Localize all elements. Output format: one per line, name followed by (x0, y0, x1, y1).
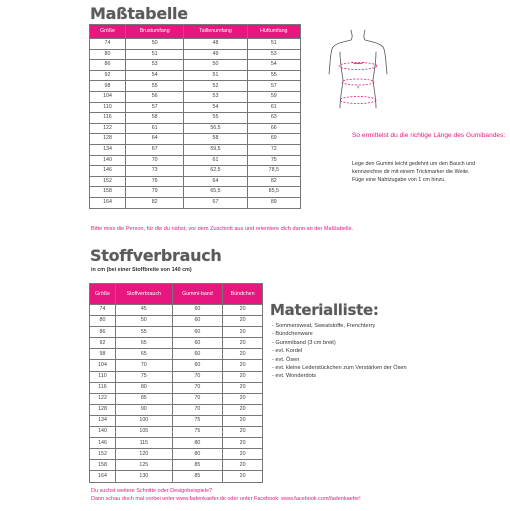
fabric-table-cell: 45 (116, 305, 173, 316)
materials-item: - Bündchenware (272, 330, 407, 338)
fabric-table-cell: 60 (172, 305, 223, 316)
fabric-table-cell: 128 (90, 404, 116, 415)
size-table-cell: 50 (126, 39, 184, 50)
size-table-row (90, 81, 301, 92)
size-table-cell: 61 (126, 123, 184, 134)
fabric-table-header (90, 284, 263, 305)
size-table-cell: 53 (184, 91, 247, 102)
size-table-cell: 76 (126, 176, 184, 187)
fabric-table-cell: 74 (90, 305, 116, 316)
fabric-table-cell: 20 (223, 305, 263, 316)
fabric-table-cell: 116 (90, 382, 116, 393)
fabric-table-row (90, 404, 263, 415)
materials-item: - evt. Ösen (272, 356, 407, 364)
size-table-cell: 55 (247, 70, 300, 81)
fabric-table-cell: 60 (172, 327, 223, 338)
materials-list (272, 322, 407, 381)
fabric-table-cell: 105 (116, 427, 173, 438)
size-table-cell: 61 (247, 102, 300, 113)
size-table-row (90, 134, 301, 145)
fabric-table-cell: 70 (116, 360, 173, 371)
size-table-header (90, 25, 301, 39)
size-table-cell: 80 (90, 49, 126, 60)
fabric-table-cell: 134 (90, 415, 116, 426)
fabric-table-cell: 20 (223, 360, 263, 371)
fabric-table-header-cell: Stoffverbrauch (116, 284, 173, 305)
fabric-table-cell: 20 (223, 327, 263, 338)
fabric-table-row (90, 360, 263, 371)
size-table-row (90, 60, 301, 71)
fabric-table-cell: 158 (90, 460, 116, 471)
fabric-table-cell: 20 (223, 460, 263, 471)
fabric-table-cell: 60 (172, 349, 223, 360)
size-table-cell: 66 (247, 123, 300, 134)
size-table-cell: 57 (126, 102, 184, 113)
fabric-table-cell: 80 (172, 438, 223, 449)
size-table-row (90, 187, 301, 198)
fabric-table-cell: 152 (90, 449, 116, 460)
fabric-table-row (90, 327, 263, 338)
size-table-cell: 164 (90, 197, 126, 208)
size-table-cell: 55 (184, 113, 247, 124)
size-table-cell: 57 (247, 81, 300, 92)
size-table-cell: 61 (184, 155, 247, 166)
fabric-table-row (90, 316, 263, 327)
fabric-table-cell: 20 (223, 382, 263, 393)
fabric-table-cell: 140 (90, 427, 116, 438)
size-table-row (90, 123, 301, 134)
size-table-cell: 53 (126, 60, 184, 71)
size-table-header-cell: Größe (90, 25, 126, 39)
fabric-table-header-cell: Bündchen (223, 284, 263, 305)
size-table-cell: 48 (184, 39, 247, 50)
fabric-table-cell: 85 (172, 471, 223, 482)
size-table-cell: 63 (247, 113, 300, 124)
fabric-table-title: Stoffverbrauch (90, 246, 222, 265)
fabric-table-cell: 75 (172, 427, 223, 438)
materials-item: - evt. Kordel (272, 347, 407, 355)
size-table-cell: 51 (184, 70, 247, 81)
fabric-table-row (90, 371, 263, 382)
fabric-table-cell: 20 (223, 393, 263, 404)
size-table-cell: 146 (90, 166, 126, 177)
size-table-cell: 64 (126, 134, 184, 145)
size-table-row (90, 144, 301, 155)
materials-item: - Gummiband (3 cm breit) (272, 339, 407, 347)
size-table-cell: 50 (184, 60, 247, 71)
size-table-cell: 49 (184, 49, 247, 60)
size-table-cell: 104 (90, 91, 126, 102)
size-table-cell: 62,5 (184, 166, 247, 177)
fabric-table-cell: 55 (116, 327, 173, 338)
howto-text: Lege den Gummi leicht gedehnt um den Bauch und kennzeichne dir mit einem Trickmarker die Weite. Füge eine Nahtzugabe von 1 cm hinzu. (352, 161, 476, 183)
size-table-cell: 79 (126, 187, 184, 198)
size-table-cell: 52 (184, 81, 247, 92)
size-table-cell: 72 (247, 144, 300, 155)
fabric-table-cell: 20 (223, 338, 263, 349)
fabric-table (89, 283, 263, 483)
fabric-table-cell: 125 (116, 460, 173, 471)
fabric-table-cell: 70 (172, 382, 223, 393)
fabric-table-cell: 20 (223, 404, 263, 415)
fabric-table-cell: 92 (90, 338, 116, 349)
fabric-table-cell: 110 (90, 371, 116, 382)
fabric-table-cell: 50 (116, 316, 173, 327)
fabric-table-header-cell: Gummi-band (172, 284, 223, 305)
fabric-table-cell: 85 (116, 393, 173, 404)
fabric-table-cell: 104 (90, 360, 116, 371)
size-table-header-cell: Hüftumfang (247, 25, 300, 39)
size-table-cell: 85,5 (247, 187, 300, 198)
size-table (89, 24, 301, 209)
size-table-cell: 67 (126, 144, 184, 155)
size-table-cell: 58 (184, 134, 247, 145)
fabric-table-cell: 80 (90, 316, 116, 327)
fabric-table-cell: 90 (116, 404, 173, 415)
size-table-cell: 55 (126, 81, 184, 92)
size-table-cell: 56 (126, 91, 184, 102)
fabric-table-cell: 20 (223, 316, 263, 327)
size-table-cell: 128 (90, 134, 126, 145)
size-table-cell: 56,5 (184, 123, 247, 134)
fabric-table-cell: 115 (116, 438, 173, 449)
size-table-cell: 59,5 (184, 144, 247, 155)
size-table-body (90, 39, 301, 209)
size-table-cell: 54 (126, 70, 184, 81)
fabric-table-cell: 20 (223, 349, 263, 360)
size-table-cell: 98 (90, 81, 126, 92)
fabric-table-cell: 20 (223, 449, 263, 460)
size-table-cell: 82 (247, 176, 300, 187)
size-table-cell: 69 (247, 134, 300, 145)
fabric-table-row (90, 393, 263, 404)
fabric-table-cell: 70 (172, 393, 223, 404)
size-table-row (90, 91, 301, 102)
size-table-cell: 158 (90, 187, 126, 198)
size-table-cell: 70 (126, 155, 184, 166)
body-measurement-figure (318, 22, 398, 132)
footer-line-2: Dann schau doch mal vorbei unter www.fadenkaefer.de oder unter Facebook: www.facebook.com/fadenkaefer! (91, 496, 361, 502)
fabric-table-cell: 20 (223, 471, 263, 482)
materials-item: - Sommersweat, Sweatstoffe, Frenchterry (272, 322, 407, 330)
size-table-cell: 59 (247, 91, 300, 102)
fabric-table-cell: 122 (90, 393, 116, 404)
fabric-table-cell: 20 (223, 371, 263, 382)
fabric-table-cell: 65 (116, 338, 173, 349)
materials-item: - evt. Wonderdots (272, 372, 407, 380)
fabric-table-cell: 20 (223, 415, 263, 426)
fabric-table-cell: 75 (172, 415, 223, 426)
fabric-table-cell: 98 (90, 349, 116, 360)
fabric-table-row (90, 382, 263, 393)
fabric-table-row (90, 471, 263, 482)
size-table-cell: 54 (247, 60, 300, 71)
size-table-cell: 110 (90, 102, 126, 113)
fabric-table-cell: 60 (172, 338, 223, 349)
fabric-table-row (90, 438, 263, 449)
size-table-row (90, 102, 301, 113)
size-table-header-cell: Brustumfang (126, 25, 184, 39)
fabric-table-header-cell: Größe (90, 284, 116, 305)
size-table-cell: 67 (184, 197, 247, 208)
fabric-table-cell: 85 (172, 460, 223, 471)
fabric-table-cell: 70 (172, 404, 223, 415)
size-table-cell: 51 (126, 49, 184, 60)
fabric-table-cell: 60 (172, 316, 223, 327)
fabric-table-cell: 100 (116, 415, 173, 426)
fabric-table-row (90, 305, 263, 316)
size-table-cell: 65,5 (184, 187, 247, 198)
fabric-table-row (90, 338, 263, 349)
size-table-row (90, 113, 301, 124)
size-table-row (90, 155, 301, 166)
howto-title: So ermittelst du die richtige Länge des Gumibandes: (352, 132, 506, 139)
size-table-cell: 122 (90, 123, 126, 134)
size-table-cell: 152 (90, 176, 126, 187)
size-table-cell: 51 (247, 39, 300, 50)
fabric-table-cell: 80 (116, 382, 173, 393)
size-table-row (90, 166, 301, 177)
fabric-table-row (90, 415, 263, 426)
fabric-table-row (90, 349, 263, 360)
size-table-cell: 74 (90, 39, 126, 50)
size-table-cell: 92 (90, 70, 126, 81)
fabric-table-cell: 70 (172, 371, 223, 382)
fabric-table-cell: 20 (223, 427, 263, 438)
size-table-cell: 53 (247, 49, 300, 60)
fabric-table-cell: 20 (223, 438, 263, 449)
fabric-table-row (90, 449, 263, 460)
size-table-cell: 75 (247, 155, 300, 166)
fabric-table-cell: 130 (116, 471, 173, 482)
size-table-cell: 54 (184, 102, 247, 113)
size-table-cell: 58 (126, 113, 184, 124)
size-table-cell: 64 (184, 176, 247, 187)
fabric-table-cell: 80 (172, 449, 223, 460)
fabric-table-body (90, 305, 263, 483)
fabric-table-cell: 75 (116, 371, 173, 382)
size-table-cell: 89 (247, 197, 300, 208)
materials-item: - evt. kleine Lederstückchen zum Verstärken der Ösen (272, 364, 407, 372)
size-table-cell: 73 (126, 166, 184, 177)
size-table-row (90, 70, 301, 81)
size-table-row (90, 49, 301, 60)
size-table-cell: 116 (90, 113, 126, 124)
size-table-cell: 86 (90, 60, 126, 71)
fabric-table-cell: 65 (116, 349, 173, 360)
fabric-table-cell: 164 (90, 471, 116, 482)
size-table-cell: 78,5 (247, 166, 300, 177)
fabric-table-row (90, 427, 263, 438)
measurement-note: Bitte miss die Person, für die du nähst, vor dem Zuschnitt aus und orientiere dich dann an der Maßtabelle. (91, 226, 354, 232)
size-table-cell: 82 (126, 197, 184, 208)
fabric-table-cell: 86 (90, 327, 116, 338)
fabric-table-cell: 120 (116, 449, 173, 460)
size-table-cell: 140 (90, 155, 126, 166)
size-table-cell: 134 (90, 144, 126, 155)
fabric-table-cell: 146 (90, 438, 116, 449)
size-table-row (90, 197, 301, 208)
fabric-table-cell: 60 (172, 360, 223, 371)
materials-title: Materialliste: (270, 301, 379, 319)
footer-line-1: Du suchst weitere Schnitte oder Designbeispiele? (91, 488, 213, 494)
size-table-header-cell: Taillenumfang (184, 25, 247, 39)
size-table-title: Maßtabelle (90, 4, 188, 23)
fabric-table-row (90, 460, 263, 471)
size-table-row (90, 176, 301, 187)
size-table-row (90, 39, 301, 50)
fabric-table-subtitle: in cm (bei einer Stoffbreite von 140 cm) (91, 267, 192, 273)
